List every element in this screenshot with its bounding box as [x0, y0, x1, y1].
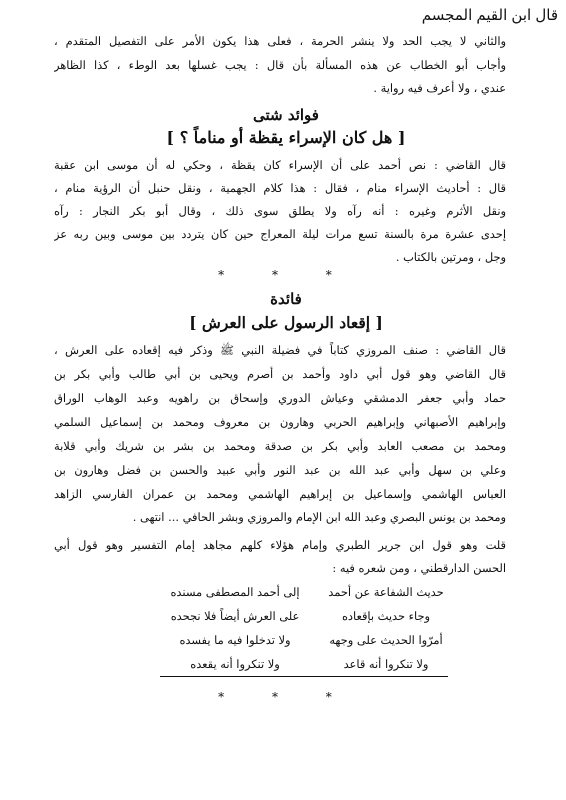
paragraph-line: قال القاضي : نص أحمد على أن الإسراء كان يقظة ، وحكي له أن موسى ابن عقبة [54, 158, 506, 172]
verse-second-hemistich: ولا تدخلوا فيه ما يفسده [179, 633, 291, 647]
verse-first-hemistich: حديث الشفاعة عن أحمد [328, 585, 444, 599]
paragraph-line: وعلي بن سهل وأبي عبد الله بن عبد النور وأبي عبيد والحسن بن فضل وهارون بن [54, 463, 506, 477]
verse-second-hemistich: على العرش أيضاً فلا نجحده [170, 609, 300, 623]
separator-stars: * * * [218, 690, 354, 704]
paragraph-line: قال : أحاديث الإسراء منام ، فقال : هذا كلام الجهمية ، ونقل حنبل أن الرؤية منام ، [54, 181, 506, 195]
note-line: الحسن الدارقطني ، ومن شعره فيه : [332, 561, 506, 575]
verse-second-hemistich: ولا تنكروا أنه يقعده [190, 657, 280, 671]
verse-first-hemistich: أمرّوا الحديث على وجهه [329, 633, 443, 647]
paragraph-line: قال القاضي : صنف المروزي كتاباً في فضيلة النبي ﷺ وذكر فيه إقعاده على العرش ، [54, 343, 506, 357]
paragraph-line: حماد وأبي جعفر الدمشقي وعياش الدوري وإسحاق بن راهويه وعبد الوهاب الوراق [54, 391, 506, 405]
paragraph-line: ومحمد بن مصعب العابد وأبي بكر بن صدقة ومحمد بن بشر بن شريك وأبي قلابة [54, 439, 506, 453]
intro-line: والثاني لا يجب الحد ولا ينشر الحرمة ، فعلى هذا يكون الأمر على التفصيل المتقدم ، [54, 34, 506, 48]
note-line: قلت وهو قول ابن جرير الطبري وإمام هؤلاء كلهم مجاهد إمام التفسير وهو قول أبي [54, 538, 506, 552]
section-title: فوائد شتى [253, 106, 319, 124]
verse-second-hemistich: إلى أحمد المصطفى مسنده [170, 585, 300, 599]
section-subtitle: [ إقعاد الرسول على العرش ] [189, 313, 383, 332]
verse-first-hemistich: وجاء حديث بإقعاده [341, 609, 431, 623]
paragraph-line: وجل ، ومرتين بالكتاب . [395, 250, 506, 264]
intro-line: وأجاب أبو الخطاب عن هذه المسألة بأن قال : يجب غسلها بعد الوطء ، كذا الظاهر [54, 58, 506, 72]
paragraph-line: وإبراهيم الأصبهاني وإبراهيم الحربي وهارون بن معروف ومحمد بن إسماعيل السلمي [54, 415, 506, 429]
footnote-rule [160, 676, 448, 677]
running-header: قال ابن القيم المجسم [421, 7, 558, 24]
section-title: فائدة [270, 290, 302, 308]
paragraph-line: ومحمد بن يونس البصري وعبد الله ابن الإمام والمروزي وبشر الحافي ... انتهى . [132, 510, 506, 524]
separator-stars: * * * [218, 268, 354, 282]
verse-first-hemistich: ولا تنكروا أنه قاعد [343, 657, 429, 671]
paragraph-line: قال القاضي وهو قول أبي داود وأحمد بن أصرم ويحيى بن أبي طالب وأبي بكر بن [54, 367, 506, 381]
section-subtitle: [ هل كان الإسراء يقظة أو مناماً ؟ ] [166, 128, 406, 147]
paragraph-line: ونقل الأثرم وغيره : أنه رآه ولا يطلق سوى ذلك ، وقال أبو بكر النجار : رآه [54, 204, 506, 218]
paragraph-line: العباس الهاشمي وإسماعيل بن إبراهيم الهاشمي ومحمد بن عمران الفارسي الزاهد [54, 487, 506, 501]
paragraph-line: إحدى عشرة مرة بالسنة تسع مرات ليلة المعراج حين كان يتردد بين موسى وبين ربه عز [54, 227, 506, 241]
intro-line: عندي ، ولا أعرف فيه رواية . [373, 81, 506, 95]
